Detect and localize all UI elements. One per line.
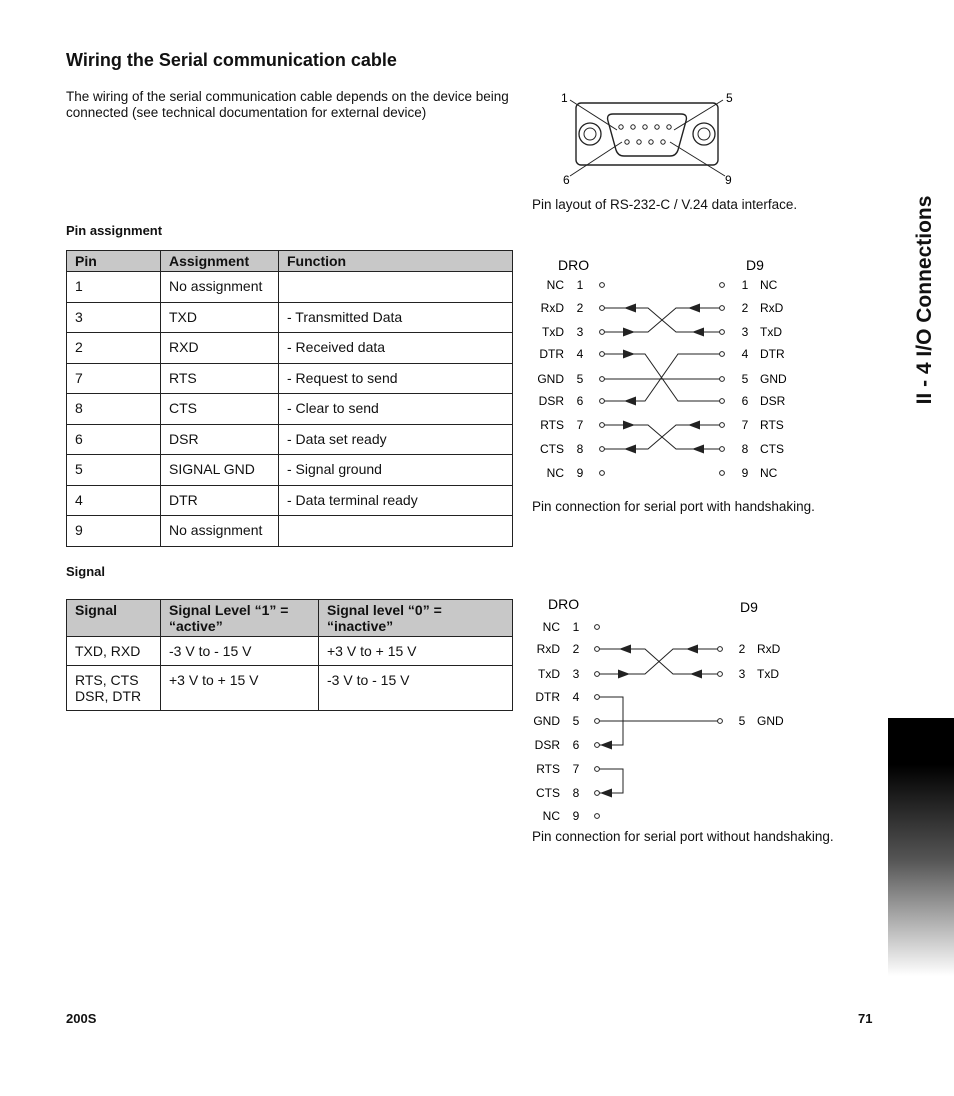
arrow-right-icon (623, 350, 635, 359)
connector-caption: Pin layout of RS-232-C / V.24 data interface. (532, 197, 798, 212)
connector-pin (643, 125, 647, 129)
arrow-right-icon (623, 328, 635, 337)
arrow-left-icon (686, 645, 698, 654)
right-pin-number: 9 (741, 466, 749, 480)
terminal-pin (600, 306, 605, 311)
arrow-left-icon (624, 397, 636, 406)
left-signal-label: GND (537, 372, 564, 386)
no-handshake-caption: Pin connection for serial port without handshaking. (532, 829, 834, 844)
terminal-pin (600, 330, 605, 335)
table-cell: 7 (67, 363, 161, 394)
left-pin-number: 8 (572, 786, 580, 800)
table-row (67, 666, 513, 711)
table-cell: - Received data (279, 333, 513, 364)
page-number: 71 (858, 1011, 873, 1026)
terminal-pin (600, 377, 605, 382)
table-row (67, 516, 513, 547)
table-cell: 1 (67, 272, 161, 303)
left-signal-label: TxD (542, 325, 564, 339)
table-cell: SIGNAL GND (161, 455, 279, 486)
terminal-pin (595, 814, 600, 819)
table-cell: DTR (161, 485, 279, 516)
left-signal-label: CTS (540, 442, 564, 456)
left-pin-number: 1 (576, 278, 584, 292)
left-pin-number: 2 (572, 642, 580, 656)
right-pin-number: 5 (741, 372, 749, 386)
terminal-pin (720, 352, 725, 357)
arrow-left-icon (688, 304, 700, 313)
table-cell: TXD (161, 302, 279, 333)
table-row (67, 455, 513, 486)
table-cell (279, 516, 513, 547)
arrow-left-icon (690, 670, 702, 679)
table-cell: RTS, CTS DSR, DTR (67, 666, 161, 711)
connector-pin-label-6: 6 (563, 173, 570, 187)
connector-pins (619, 125, 671, 144)
signal-heading: Signal (66, 564, 106, 579)
right-signal-label: CTS (760, 442, 784, 456)
connector-pin (625, 140, 629, 144)
table-cell: - Clear to send (279, 394, 513, 425)
table-cell: 9 (67, 516, 161, 547)
right-signal-label: NC (760, 466, 778, 480)
left-signal-label: GND (533, 714, 560, 728)
terminal-pin (600, 352, 605, 357)
column-header: Function (279, 251, 513, 272)
table-cell: +3 V to + 15 V (319, 637, 513, 666)
table-cell: - Request to send (279, 363, 513, 394)
diagram-right-title: D9 (746, 257, 764, 273)
left-pin-number: 5 (572, 714, 580, 728)
terminal-pin (595, 791, 600, 796)
terminal-pin (595, 743, 600, 748)
column-header: Pin (67, 251, 161, 272)
left-signal-label: DTR (539, 347, 564, 361)
arrow-left-icon (624, 304, 636, 313)
left-signal-label: RTS (540, 418, 564, 432)
terminal-pin (595, 625, 600, 630)
left-pin-number: 4 (576, 347, 584, 361)
left-pin-number: 6 (572, 738, 580, 752)
table-cell: - Data terminal ready (279, 485, 513, 516)
terminal-pin (600, 283, 605, 288)
no-handshake-wiring-diagram (530, 594, 810, 826)
signal-table (66, 599, 513, 711)
left-pin-number: 7 (572, 762, 580, 776)
connector-pin (649, 140, 653, 144)
table-header-row (67, 251, 513, 272)
left-pin-number: 5 (576, 372, 584, 386)
table-cell: -3 V to - 15 V (161, 637, 319, 666)
terminal-pin (718, 672, 723, 677)
right-signal-label: NC (760, 278, 778, 292)
table-cell: 5 (67, 455, 161, 486)
left-pin-number: 6 (576, 394, 584, 408)
table-cell: - Signal ground (279, 455, 513, 486)
column-header: Signal level “0” = “inactive” (319, 600, 513, 637)
left-signal-label: NC (542, 809, 560, 823)
table-cell: 8 (67, 394, 161, 425)
right-pin-number: 4 (741, 347, 749, 361)
table-cell (279, 272, 513, 303)
left-pin-number: 1 (572, 620, 580, 634)
right-signal-label: RxD (760, 301, 784, 315)
terminal-pin (720, 377, 725, 382)
sidebar-chapter-title (905, 180, 945, 420)
right-signal-label: DTR (760, 347, 785, 361)
left-signal-label: TxD (538, 667, 560, 681)
table-row (67, 272, 513, 303)
arrow-left-icon (600, 741, 612, 750)
terminal-pin (595, 647, 600, 652)
left-signal-label: NC (546, 278, 564, 292)
pin-assignment-heading: Pin assignment (66, 223, 163, 238)
arrow-left-icon (600, 789, 612, 798)
table-row (67, 302, 513, 333)
table-cell: RTS (161, 363, 279, 394)
table-row (67, 363, 513, 394)
connector-pin-label-1: 1 (561, 91, 568, 105)
arrow-left-icon (619, 645, 631, 654)
terminal-pin (720, 306, 725, 311)
left-pin-number: 3 (576, 325, 584, 339)
diagram-left-title: DRO (558, 257, 590, 273)
terminal-pin (720, 447, 725, 452)
table-row (67, 485, 513, 516)
right-pin-number: 7 (741, 418, 749, 432)
page-title: Wiring the Serial communication cable (66, 50, 397, 70)
chapter-thumb-tab (888, 718, 954, 976)
left-signal-label: DSR (534, 738, 560, 752)
table-cell: - Transmitted Data (279, 302, 513, 333)
table-header-row (67, 600, 513, 637)
table-cell: No assignment (161, 516, 279, 547)
table-cell: DSR (161, 424, 279, 455)
table-cell: 6 (67, 424, 161, 455)
db9-connector-diagram (555, 86, 755, 190)
sidebar-chapter-title-text: II - 4 I/O Connections (913, 195, 936, 405)
right-signal-label: GND (757, 714, 784, 728)
connector-pin (637, 140, 641, 144)
terminal-pin (600, 423, 605, 428)
arrow-left-icon (692, 328, 704, 337)
left-pin-number: 9 (572, 809, 580, 823)
connector-pin (619, 125, 623, 129)
connector-pin (661, 140, 665, 144)
connector-pin (655, 125, 659, 129)
right-pin-number: 2 (738, 642, 746, 656)
table-cell: - Data set ready (279, 424, 513, 455)
table-cell: CTS (161, 394, 279, 425)
right-pin-number: 1 (741, 278, 749, 292)
left-signal-label: CTS (536, 786, 560, 800)
left-signal-label: RxD (536, 642, 560, 656)
terminal-pin (600, 471, 605, 476)
terminal-pin (720, 399, 725, 404)
left-pin-number: 2 (576, 301, 584, 315)
arrow-left-icon (692, 445, 704, 454)
column-header: Assignment (161, 251, 279, 272)
right-signal-label: RTS (760, 418, 784, 432)
diagram-right-title: D9 (740, 599, 758, 615)
diagram-left-title: DRO (548, 596, 580, 612)
footer-model: 200S (66, 1011, 97, 1026)
left-pin-number: 9 (576, 466, 584, 480)
left-pin-number: 8 (576, 442, 584, 456)
table-cell: 4 (67, 485, 161, 516)
right-signal-label: TxD (760, 325, 782, 339)
connector-pin (631, 125, 635, 129)
terminal-pin (720, 471, 725, 476)
left-signal-label: NC (542, 620, 560, 634)
table-cell: +3 V to + 15 V (161, 666, 319, 711)
terminal-pin (595, 719, 600, 724)
table-cell: RXD (161, 333, 279, 364)
right-pin-number: 6 (741, 394, 749, 408)
table-cell: 2 (67, 333, 161, 364)
left-pin-number: 4 (572, 690, 580, 704)
arrow-right-icon (623, 421, 635, 430)
terminal-pin (595, 767, 600, 772)
right-signal-label: RxD (757, 642, 781, 656)
right-signal-label: GND (760, 372, 787, 386)
left-signal-label: DTR (535, 690, 560, 704)
left-signal-label: DSR (538, 394, 564, 408)
right-pin-number: 5 (738, 714, 746, 728)
table-cell: TXD, RXD (67, 637, 161, 666)
connector-pin-label-9: 9 (725, 173, 732, 187)
terminal-pin (720, 330, 725, 335)
arrow-left-icon (624, 445, 636, 454)
left-pin-number: 3 (572, 667, 580, 681)
right-pin-number: 2 (741, 301, 749, 315)
handshake-caption: Pin connection for serial port with handshaking. (532, 499, 815, 514)
left-signal-label: RxD (540, 301, 564, 315)
table-row (67, 394, 513, 425)
table-row (67, 637, 513, 666)
left-pin-number: 7 (576, 418, 584, 432)
terminal-pin (600, 447, 605, 452)
right-signal-label: DSR (760, 394, 786, 408)
right-pin-number: 3 (738, 667, 746, 681)
table-cell: -3 V to - 15 V (319, 666, 513, 711)
connector-shell (576, 103, 718, 165)
handshake-wiring-diagram (530, 255, 810, 485)
terminal-pin (718, 647, 723, 652)
terminal-pin (600, 399, 605, 404)
intro-text: The wiring of the serial communication cable depends on the device being connected (see technical documentation for external device) (66, 89, 509, 120)
terminal-pin (718, 719, 723, 724)
wire (602, 354, 722, 401)
terminal-pin (595, 672, 600, 677)
table-row (67, 333, 513, 364)
connector-pin-label-5: 5 (726, 91, 733, 105)
terminal-pin (595, 695, 600, 700)
pin-assignment-table (66, 250, 513, 547)
column-header: Signal Level “1” = “active” (161, 600, 319, 637)
table-cell: 3 (67, 302, 161, 333)
column-header: Signal (67, 600, 161, 637)
table-cell: No assignment (161, 272, 279, 303)
arrow-left-icon (688, 421, 700, 430)
arrow-right-icon (618, 670, 630, 679)
left-signal-label: NC (546, 466, 564, 480)
connector-pin (667, 125, 671, 129)
right-pin-number: 8 (741, 442, 749, 456)
terminal-pin (720, 423, 725, 428)
table-row (67, 424, 513, 455)
right-pin-number: 3 (741, 325, 749, 339)
left-signal-label: RTS (536, 762, 560, 776)
terminal-pin (720, 283, 725, 288)
right-signal-label: TxD (757, 667, 779, 681)
